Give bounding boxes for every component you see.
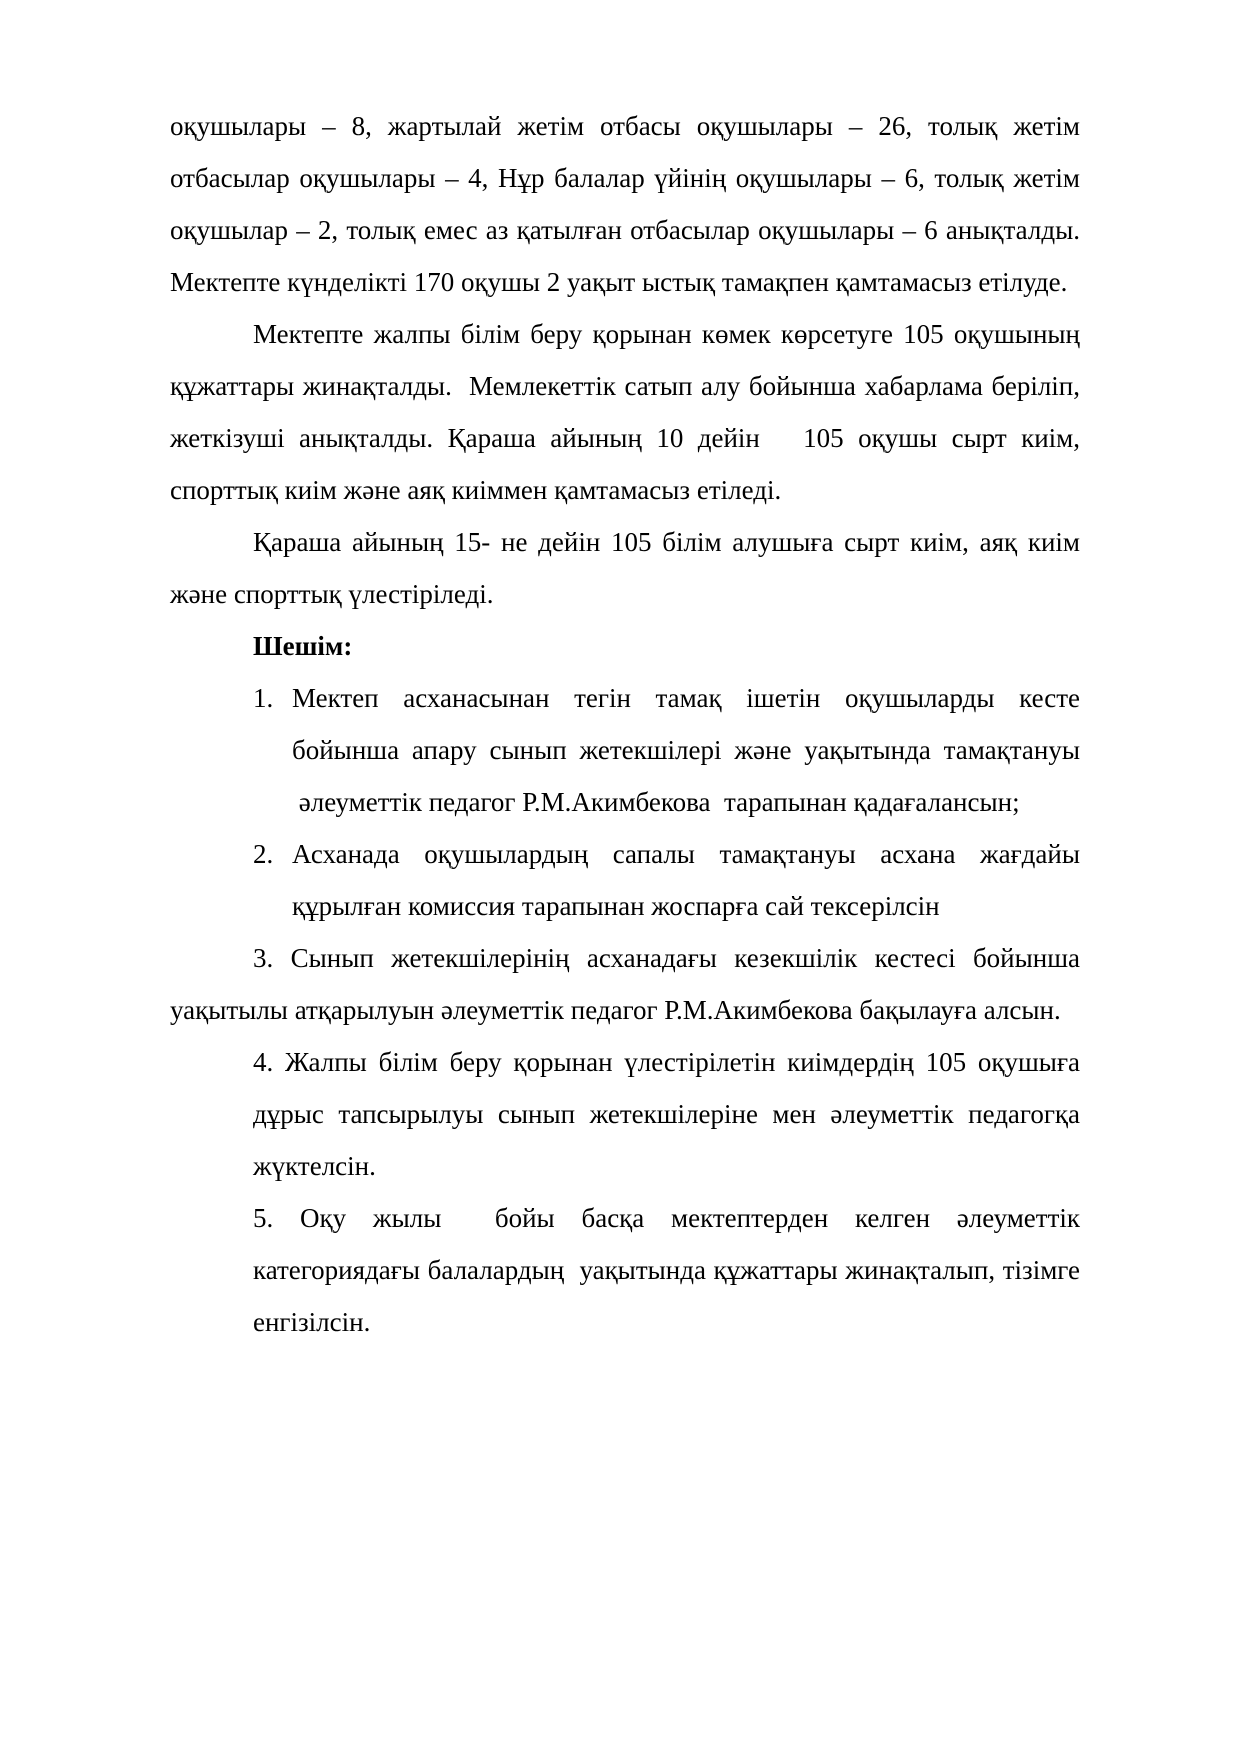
paragraph-november-distribution: Қараша айының 15- не дейін 105 білім алушыға сырт киім, аяқ киім және спорттық үлестіріледі. — [170, 527, 1080, 609]
decision-item-4-number: 4. — [253, 1047, 274, 1077]
decision-heading: Шешім: — [253, 631, 353, 661]
document-content — [170, 100, 1080, 1348]
paragraph-continuation: оқушылары – 8, жартылай жетім отбасы оқушылары – 26, толық жетім отбасылар оқушылары – 4, Нұр балалар үйінің оқушылары – 6, толық жетім оқушылар – 2, толық емес аз қатылған отбасылар оқушылары – 6 анықталды. Мектепте күнделікті 170 оқушы 2 уақыт ыстық тамақпен қамтамасыз етілуде. — [170, 111, 1080, 297]
paragraph-school-fund: Мектепте жалпы білім беру қорынан көмек көрсетуге 105 оқушының құжаттары жинақталды. Мемлекеттік сатып алу бойынша хабарлама беріліп, жеткізуші анықталды. Қараша айының 10 дейін 105 оқушы сырт киім, спорттық киім және аяқ киіммен қамтамасыз етіледі. — [170, 319, 1080, 505]
decision-item-5-text: Оқу жылы бойы басқа мектептерден келген әлеуметтік категориядағы балалардың уақытында құжаттары жинақталып, тізімге енгізілсін. — [253, 1203, 1081, 1337]
decision-item-2-text: Асханада оқушылардың сапалы тамақтануы асхана жағдайы құрылған комиссия тарапынан жоспарға сай тексерілсін — [292, 839, 1080, 921]
decision-item-1-text: Мектеп асханасынан тегін тамақ ішетін оқушыларды кесте бойынша апару сынып жетекшілері және уақытында тамақтануы әлеуметтік педагог Р.М.Акимбекова тарапынан қадағалансын; — [292, 683, 1080, 817]
decision-item-5-number: 5. — [253, 1203, 274, 1233]
decision-item-4 — [253, 1036, 1080, 1192]
decision-item-3 — [170, 932, 1080, 1036]
decision-item-3-number: 3. — [253, 943, 274, 973]
decision-item-3-text: Сынып жетекшілерінің асханадағы кезекшілік кестесі бойынша уақытылы атқарылуын әлеуметтік педагог Р.М.Акимбекова бақылауға алсын. — [170, 943, 1080, 1025]
decision-item-5 — [253, 1192, 1080, 1348]
decision-item-2 — [170, 828, 1080, 932]
decision-item-1 — [170, 672, 1080, 828]
decision-item-1-number: 1. — [253, 683, 274, 713]
decision-item-4-text: Жалпы білім беру қорынан үлестірілетін киімдердің 105 оқушыға дұрыс тапсырылуы сынып жетекшілеріне мен әлеуметтік педагогқа жүктелсін. — [253, 1047, 1080, 1181]
decision-item-2-number: 2. — [253, 839, 274, 869]
